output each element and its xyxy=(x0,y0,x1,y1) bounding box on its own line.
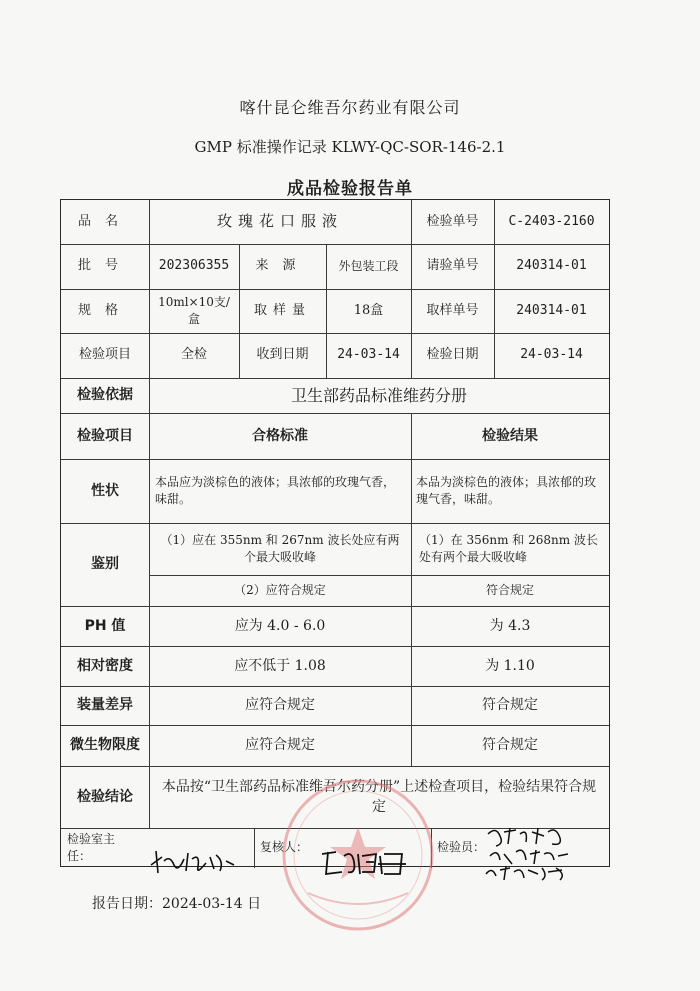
company-name: 喀什昆仑维吾尔药业有限公司 xyxy=(239,98,461,117)
report-date: 报告日期：2024-03-14 日 xyxy=(92,896,262,912)
test-appearance-standard: 本品应为淡棕色的液体；具浓郁的玫瑰气香，味甜。 xyxy=(155,474,396,506)
received-label: 收到日期 xyxy=(256,347,309,363)
sample-qty-value: 18盒 xyxy=(353,302,384,318)
reviewer-signature xyxy=(318,846,413,880)
test-ph-result: 为 4.3 xyxy=(489,617,531,634)
test-identification-result-1: （1）在 356nm 和 268nm 波长处有两个最大吸收峰 xyxy=(419,532,598,564)
test-density-name: 相对密度 xyxy=(77,657,133,674)
inspector-signatures xyxy=(482,824,582,884)
test-ph-standard: 应为 4.0 - 6.0 xyxy=(234,617,326,634)
report-title: 成品检验报告单 xyxy=(287,179,413,199)
product-label: 品名 xyxy=(77,213,132,229)
inspect-date-label: 检验日期 xyxy=(426,347,479,363)
test-microbe-standard: 应符合规定 xyxy=(245,737,315,754)
conclusion-value: 本品按“卫生部药品标准维吾尔药分册”上述检查项目，检验结果符合规定 xyxy=(161,778,597,815)
test-appearance-result: 本品为淡棕色的液体；具浓郁的玫瑰气香，味甜。 xyxy=(416,474,597,506)
source-label: 来源 xyxy=(255,258,310,274)
inspector-label: 检验员： xyxy=(437,840,486,855)
batch-value: 202306355 xyxy=(158,258,230,274)
test-identification-result-2: 符合规定 xyxy=(485,582,534,597)
test-fill-name: 装量差异 xyxy=(77,697,133,714)
source-value: 外包装工段 xyxy=(338,258,399,273)
basis-value: 卫生部药品标准维药分册 xyxy=(290,385,467,405)
batch-label: 批号 xyxy=(77,258,132,274)
spec-label: 规格 xyxy=(77,302,132,318)
test-appearance-name: 性状 xyxy=(91,482,119,499)
col-result-header: 检验结果 xyxy=(482,427,538,444)
col-item-header: 检验项目 xyxy=(77,427,133,444)
product-value: 玫瑰花口服液 xyxy=(216,212,343,231)
item-value: 全检 xyxy=(180,347,207,363)
test-ph-name: PH 值 xyxy=(84,617,126,634)
reviewer-label: 复核人： xyxy=(260,840,309,855)
request-no-label: 请验单号 xyxy=(426,258,479,274)
test-microbe-name: 微生物限度 xyxy=(70,737,140,754)
inspection-no-value: C-2403-2160 xyxy=(508,213,595,229)
received-value: 24-03-14 xyxy=(337,347,400,363)
inspection-no-label: 检验单号 xyxy=(426,213,479,229)
test-fill-result: 符合规定 xyxy=(482,697,538,714)
test-identification-standard-2: （2）应符合规定 xyxy=(234,582,326,597)
col-standard-header: 合格标准 xyxy=(252,427,308,444)
basis-label: 检验依据 xyxy=(77,387,133,404)
director-signature xyxy=(148,847,238,877)
inspect-date-value: 24-03-14 xyxy=(520,347,583,363)
test-density-standard: 应不低于 1.08 xyxy=(234,657,326,674)
conclusion-label: 检验结论 xyxy=(77,788,133,805)
director-label: 检验室主任： xyxy=(67,831,116,863)
sample-no-value: 240314-01 xyxy=(516,302,587,318)
test-fill-standard: 应符合规定 xyxy=(245,697,315,714)
gmp-record-line: GMP 标准操作记录 KLWY-QC-SOR-146-2.1 xyxy=(194,138,506,156)
sample-qty-label: 取样量 xyxy=(253,302,311,318)
test-identification-name: 鉴别 xyxy=(91,556,119,573)
sample-no-label: 取样单号 xyxy=(426,302,479,318)
test-microbe-result: 符合规定 xyxy=(482,737,538,754)
request-no-value: 240314-01 xyxy=(516,258,587,274)
spec-value: 10ml×10支/盒 xyxy=(158,294,230,326)
report-table xyxy=(60,199,610,867)
test-identification-standard-1: （1）应在 355nm 和 267nm 波长处应有两个最大吸收峰 xyxy=(160,532,400,564)
test-density-result: 为 1.10 xyxy=(485,657,535,674)
item-label: 检验项目 xyxy=(78,347,131,363)
